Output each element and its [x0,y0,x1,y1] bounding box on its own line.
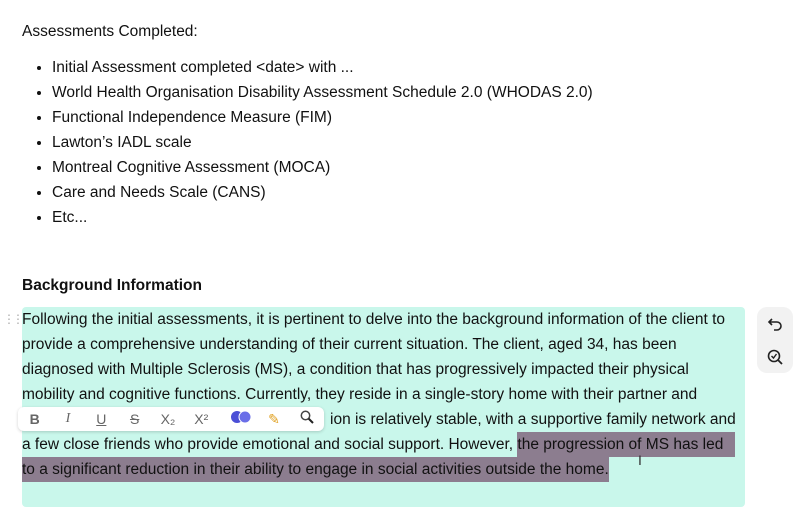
text-cursor-icon: I [638,452,642,468]
background-heading: Background Information [22,277,202,294]
undo-icon[interactable] [767,316,783,332]
side-actions [757,307,793,373]
list-item: • Lawton’s IADL scale [52,130,593,155]
paragraph-line: Following the initial assessments, it is pertinent to delve into the background information of the client to [22,311,726,328]
list-item: • Initial Assessment completed <date> with ... [52,55,593,80]
italic-button[interactable]: I [65,411,71,426]
subscript-button[interactable]: X₂ [160,411,176,427]
paragraph-line: mobility and cognitive functions. Currently, they reside in a single-story home with their partner and [22,386,698,403]
list-item: • Functional Independence Measure (FIM) [52,105,593,130]
ai-assist-button[interactable] [224,407,257,431]
pencil-icon: ✎ [268,411,280,427]
bold-button[interactable]: B [29,411,40,427]
assessments-list [30,55,593,230]
check-search-icon[interactable] [767,349,783,365]
pencil-button[interactable] [257,407,290,431]
selected-text: the progression of MS has led [517,432,735,457]
list-item: • World Health Organisation Disability Assessment Schedule 2.0 (WHODAS 2.0) [52,80,593,105]
underline-button[interactable]: U [96,411,107,427]
paragraph-line: ion is relatively stable, with a supportive family network and [330,411,736,428]
ai-icon [230,410,252,424]
search-button[interactable] [291,407,324,431]
text: a few close friends who provide emotional and social support. However, [22,436,518,453]
list-item: • Etc... [52,205,593,230]
format-toolbar [18,407,324,431]
selected-text: to a significant reduction in their ability to engage in social activities outside the home. [22,457,609,482]
superscript-button[interactable]: X² [194,411,209,427]
search-icon [300,410,314,424]
paragraph-line: provide a comprehensive understanding of their current situation. The client, aged 34, has been [22,336,677,353]
strikethrough-button[interactable]: S [129,411,140,427]
assessments-label: Assessments Completed: [22,23,198,40]
drag-handle-icon[interactable]: ⋮⋮ [3,312,21,326]
list-item: • Montreal Cognitive Assessment (MOCA) [52,155,593,180]
paragraph-line [22,432,735,457]
paragraph-line: diagnosed with Multiple Sclerosis (MS), a condition that has progressively impacted their physical [22,361,689,378]
list-item: • Care and Needs Scale (CANS) [52,180,593,205]
